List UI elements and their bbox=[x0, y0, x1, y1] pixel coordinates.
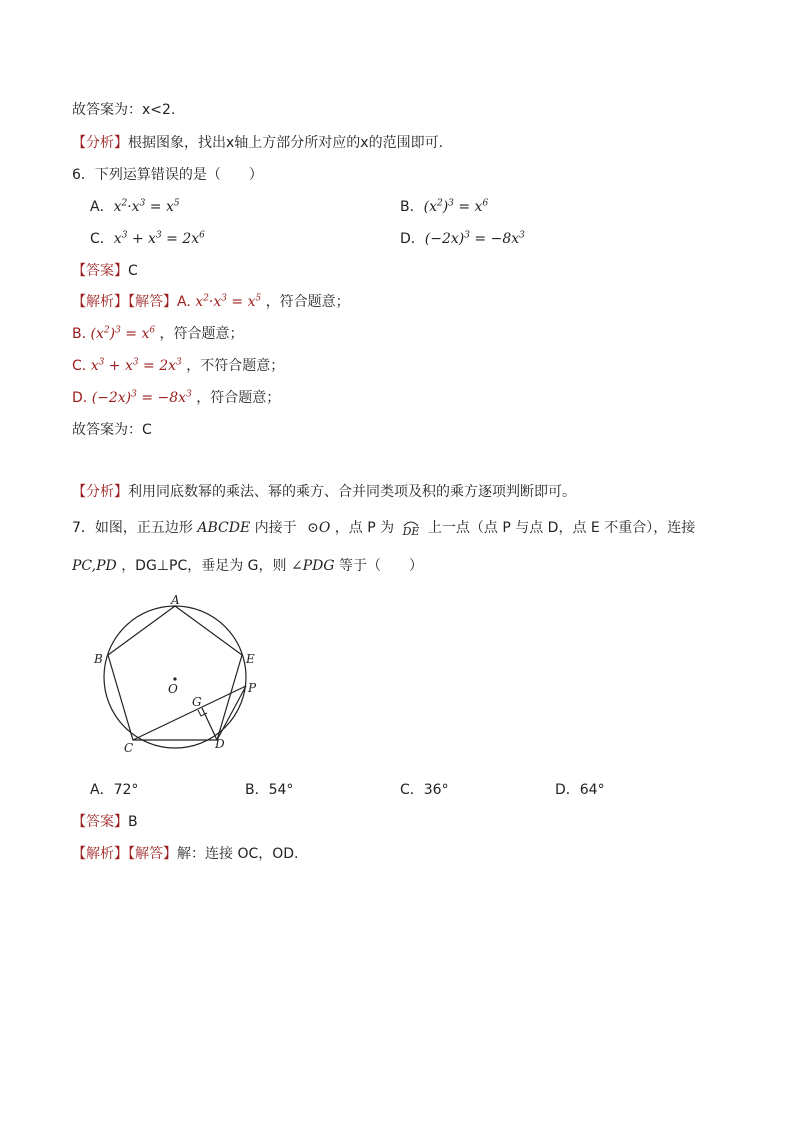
q6-sol-a-prefix: A. bbox=[177, 294, 191, 310]
label-c: C bbox=[124, 741, 134, 755]
q6-answer-tag: 【答案】 bbox=[72, 263, 128, 279]
q6-sol-a-suffix: ，符合题意； bbox=[265, 294, 350, 310]
q7-answer-tag: 【答案】 bbox=[72, 814, 128, 830]
q7-stem-angle: ∠PDG bbox=[290, 558, 335, 574]
q6-option-c-expr: $x^3 + x^3 = 2x^6$ bbox=[113, 230, 205, 247]
q6-sol-d-prefix: D. bbox=[72, 390, 88, 406]
q7-stem-line1 bbox=[72, 518, 695, 538]
q7-stem-line2 bbox=[72, 556, 423, 576]
segment-pd bbox=[217, 686, 246, 740]
prev-answer-text: 故答案为：x<2. bbox=[72, 102, 176, 118]
q7-option-a bbox=[90, 780, 138, 800]
q7-solution-text: 解：连接 OC，OD. bbox=[177, 846, 299, 862]
q7-option-d-label: D．64° bbox=[555, 782, 605, 798]
label-o: O bbox=[168, 682, 178, 696]
label-a: A bbox=[171, 593, 180, 607]
q6-sol-b-expr: $(x^2)^3 = x^6$ bbox=[90, 325, 156, 342]
q6-option-b-label: B． bbox=[400, 199, 424, 215]
q7-arc-de bbox=[403, 519, 420, 537]
q6-sol-c-prefix: C. bbox=[72, 358, 87, 374]
q6-option-a-expr: $x^2\cdot x^3 = x^5$ bbox=[113, 198, 180, 215]
prev-analysis-text: 根据图象，找出x轴上方部分所对应的x的范围即可. bbox=[128, 135, 444, 151]
q6-option-d-label: D． bbox=[400, 231, 425, 247]
segment-pc bbox=[133, 686, 246, 740]
prev-answer-line bbox=[72, 100, 175, 120]
q7-stem-1a: 7．如图，正五边形 bbox=[72, 520, 193, 536]
q6-option-b bbox=[400, 197, 488, 217]
q6-option-a-label: A． bbox=[90, 199, 114, 215]
q6-sol-c-expr: $x^3 + x^3 = 2x^3$ bbox=[90, 357, 182, 374]
label-e: E bbox=[246, 652, 255, 666]
q6-sol-b-prefix: B. bbox=[72, 326, 87, 342]
label-d: D bbox=[215, 737, 225, 751]
q7-arc-label: DE bbox=[402, 525, 420, 538]
prev-analysis-tag: 【分析】 bbox=[72, 135, 128, 151]
q6-sol-d-suffix: ，符合题意； bbox=[196, 390, 281, 406]
q6-final-answer bbox=[72, 420, 152, 440]
q6-solution-d bbox=[72, 388, 280, 408]
q6-option-d-expr: $(-2x)^3 = -8x^3$ bbox=[424, 230, 525, 247]
q7-option-b-label: B．54° bbox=[245, 782, 294, 798]
q7-stem-pentagon: ABCDE bbox=[197, 520, 251, 536]
q7-stem-circle: ⊙O bbox=[307, 520, 331, 536]
label-p: P bbox=[248, 681, 257, 695]
q6-option-c bbox=[90, 229, 205, 249]
q6-final-answer-text: 故答案为：C bbox=[72, 422, 152, 438]
q7-answer bbox=[72, 812, 138, 832]
q7-stem-lines: PC,PD bbox=[72, 558, 117, 574]
q6-answer-value: C bbox=[128, 263, 138, 279]
q7-stem-2b: 等于（ ） bbox=[339, 558, 423, 574]
q6-sol-c-suffix: ，不符合题意； bbox=[186, 358, 285, 374]
segment-dg bbox=[202, 708, 217, 740]
q7-stem-2a: ，DG⊥PC，垂足为 G，则 bbox=[121, 558, 287, 574]
q6-solution-c bbox=[72, 356, 284, 376]
center-dot bbox=[173, 677, 176, 680]
q6-option-c-label: C． bbox=[90, 231, 114, 247]
q6-solution-b bbox=[72, 324, 244, 344]
q7-option-a-label: A．72° bbox=[90, 782, 139, 798]
q7-stem-1b: 内接于 bbox=[254, 520, 297, 536]
q7-stem-1d: 上一点（点 P 与点 D，点 E 不重合），连接 bbox=[427, 520, 696, 536]
q6-option-d bbox=[400, 229, 525, 249]
q6-option-a bbox=[90, 197, 180, 217]
q7-solution-tag: 【解析】【解答】 bbox=[72, 846, 177, 862]
q6-sol-d-expr: $(-2x)^3 = -8x^3$ bbox=[91, 389, 192, 406]
label-b: B bbox=[94, 652, 103, 666]
q6-analysis-tag: 【分析】 bbox=[72, 484, 128, 500]
q6-analysis bbox=[72, 482, 576, 502]
q7-option-c-label: C．36° bbox=[400, 782, 449, 798]
q7-solution bbox=[72, 844, 299, 864]
q6-analysis-text: 利用同底数幂的乘法、幂的乘方、合并同类项及积的乘方逐项判断即可。 bbox=[128, 484, 576, 500]
q7-stem-1c: ，点 P 为 bbox=[334, 520, 395, 536]
q6-sol-b-suffix: ，符合题意； bbox=[159, 326, 244, 342]
q6-solution-a bbox=[72, 292, 350, 312]
prev-analysis-line bbox=[72, 133, 443, 153]
label-g: G bbox=[192, 695, 202, 709]
q7-option-d bbox=[555, 780, 605, 800]
q7-option-b bbox=[245, 780, 293, 800]
q7-geometry-figure bbox=[88, 590, 268, 760]
q7-answer-value: B bbox=[128, 814, 138, 830]
q6-option-b-expr: $(x^2)^3 = x^6$ bbox=[423, 198, 489, 215]
q6-stem-text: 6．下列运算错误的是（ ） bbox=[72, 167, 263, 183]
q6-answer bbox=[72, 261, 138, 281]
q7-option-c bbox=[400, 780, 449, 800]
q6-stem bbox=[72, 165, 263, 185]
q6-sol-a-expr: $x^2\cdot x^3 = x^5$ bbox=[195, 293, 262, 310]
q6-solution-tag: 【解析】【解答】 bbox=[72, 294, 177, 310]
